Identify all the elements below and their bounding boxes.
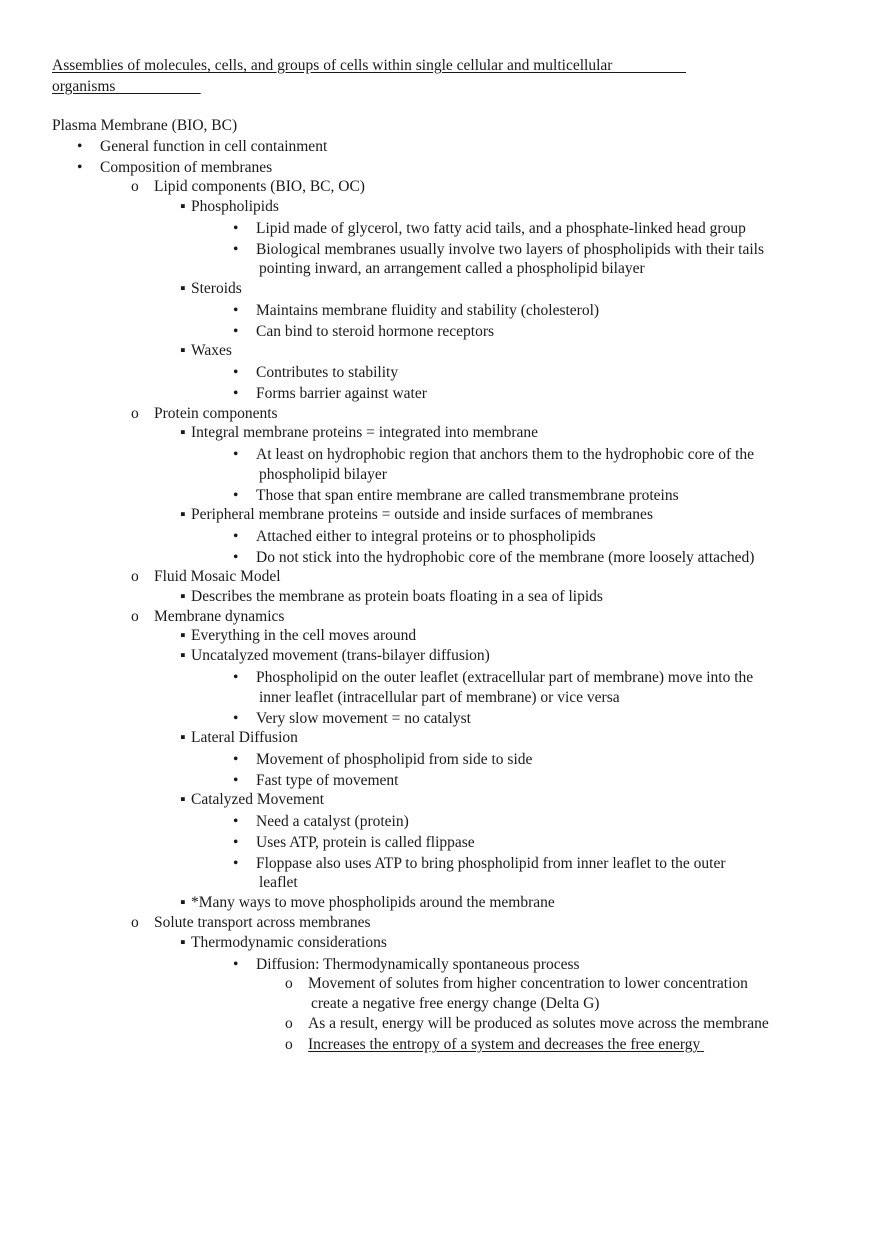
list-item: Do not stick into the hydrophobic core of the membrane (more loosely attached): [256, 549, 755, 566]
list-item: Uncatalyzed movement (trans-bilayer diffusion): [191, 647, 490, 664]
list-item: General function in cell containment: [100, 138, 328, 155]
bullet-circle: o: [285, 1036, 293, 1053]
bullet-dot: •: [233, 956, 239, 973]
bullet-dot: •: [233, 364, 239, 381]
bullet-dot: •: [233, 220, 239, 237]
list-item: Forms barrier against water: [256, 385, 427, 402]
list-item-continued: create a negative free energy change (Delta G): [311, 995, 600, 1012]
bullet-square: ▪: [180, 627, 186, 644]
bullet-dot: •: [233, 855, 239, 872]
bullet-square: ▪: [180, 506, 186, 523]
list-item: Composition of membranes: [100, 159, 273, 176]
header-line-2: [52, 77, 201, 96]
list-item: Attached either to integral proteins or to phospholipids: [256, 528, 596, 545]
list-item: Movement of phospholipid from side to side: [256, 751, 533, 768]
list-item: Very slow movement = no catalyst: [256, 710, 471, 727]
list-item: [308, 1035, 704, 1054]
list-item: Uses ATP, protein is called flippase: [256, 834, 475, 851]
list-item: Those that span entire membrane are called transmembrane proteins: [256, 487, 679, 504]
list-item: At least on hydrophobic region that anchors them to the hydrophobic core of the: [256, 446, 755, 463]
bullet-dot: •: [233, 302, 239, 319]
bullet-square: ▪: [180, 894, 186, 911]
header-line-1: [52, 56, 688, 75]
list-item: Lipid made of glycerol, two fatty acid tails, and a phosphate-linked head group: [256, 220, 746, 237]
list-item: Lipid components (BIO, BC, OC): [154, 178, 365, 195]
list-item-continued: phospholipid bilayer: [259, 466, 387, 483]
list-item: Fluid Mosaic Model: [154, 568, 281, 585]
bullet-dot: •: [77, 138, 83, 155]
bullet-dot: •: [233, 385, 239, 402]
list-item: Floppase also uses ATP to bring phospholipid from inner leaflet to the outer: [256, 855, 726, 872]
bullet-dot: •: [233, 487, 239, 504]
bullet-dot: •: [233, 323, 239, 340]
list-item-continued: leaflet: [259, 874, 298, 891]
bullet-square: ▪: [180, 934, 186, 951]
bullet-dot: •: [233, 446, 239, 463]
list-item: Catalyzed Movement: [191, 791, 324, 808]
bullet-circle: o: [131, 608, 139, 625]
bullet-square: ▪: [180, 280, 186, 297]
bullet-dot: •: [233, 669, 239, 686]
list-item-text: Increases the entropy of a system and decreases the free energy: [308, 1036, 701, 1053]
bullet-circle: o: [285, 975, 293, 992]
list-item-continued: pointing inward, an arrangement called a phospholipid bilayer: [259, 260, 645, 277]
bullet-dot: •: [233, 528, 239, 545]
header-underline-pad-2: [115, 78, 200, 95]
bullet-circle: o: [131, 178, 139, 195]
list-item: Maintains membrane fluidity and stability (cholesterol): [256, 302, 600, 319]
bullet-dot: •: [233, 710, 239, 727]
list-item: Waxes: [191, 342, 232, 359]
bullet-square: ▪: [180, 588, 186, 605]
list-item: Lateral Diffusion: [191, 729, 298, 746]
bullet-square: ▪: [180, 647, 186, 664]
list-item: Protein components: [154, 405, 278, 422]
list-item: *Many ways to move phospholipids around the membrane: [191, 894, 555, 911]
list-item: Contributes to stability: [256, 364, 399, 381]
list-item-continued: inner leaflet (intracellular part of membrane) or vice versa: [259, 689, 620, 706]
list-item: As a result, energy will be produced as solutes move across the membrane: [308, 1015, 769, 1032]
section-title: Plasma Membrane (BIO, BC): [52, 117, 238, 134]
bullet-square: ▪: [180, 424, 186, 441]
bullet-dot: •: [233, 834, 239, 851]
list-item: Steroids: [191, 280, 242, 297]
list-item: Can bind to steroid hormone receptors: [256, 323, 495, 340]
bullet-circle: o: [131, 405, 139, 422]
list-item: Peripheral membrane proteins = outside and inside surfaces of membranes: [191, 506, 653, 523]
list-item: Movement of solutes from higher concentration to lower concentration: [308, 975, 748, 992]
list-item: Membrane dynamics: [154, 608, 285, 625]
bullet-square: ▪: [180, 791, 186, 808]
header-text-1: Assemblies of molecules, cells, and groups of cells within single cellular and multicellular: [52, 57, 613, 74]
bullet-dot: •: [233, 241, 239, 258]
bullet-square: ▪: [180, 729, 186, 746]
bullet-dot: •: [233, 813, 239, 830]
bullet-dot: •: [233, 751, 239, 768]
bullet-square: ▪: [180, 342, 186, 359]
list-item: Phospholipids: [191, 198, 279, 215]
list-item: Describes the membrane as protein boats floating in a sea of lipids: [191, 588, 603, 605]
list-item: Diffusion: Thermodynamically spontaneous process: [256, 956, 580, 973]
list-item: Everything in the cell moves around: [191, 627, 417, 644]
bullet-circle: o: [131, 914, 139, 931]
bullet-dot: •: [233, 549, 239, 566]
list-item: Need a catalyst (protein): [256, 813, 409, 830]
bullet-circle: o: [285, 1015, 293, 1032]
list-item: Integral membrane proteins = integrated into membrane: [191, 424, 539, 441]
list-item: Phospholipid on the outer leaflet (extracellular part of membrane) move into the: [256, 669, 754, 686]
header-underline-pad: [612, 56, 688, 70]
list-item: Fast type of movement: [256, 772, 399, 789]
header-text-2: organisms: [52, 78, 116, 95]
bullet-square: ▪: [180, 198, 186, 215]
bullet-circle: o: [131, 568, 139, 585]
bullet-dot: •: [233, 772, 239, 789]
list-item: Biological membranes usually involve two layers of phospholipids with their tails: [256, 241, 764, 258]
bullet-dot: •: [77, 159, 83, 176]
list-item: Thermodynamic considerations: [191, 934, 387, 951]
list-item: Solute transport across membranes: [154, 914, 371, 931]
